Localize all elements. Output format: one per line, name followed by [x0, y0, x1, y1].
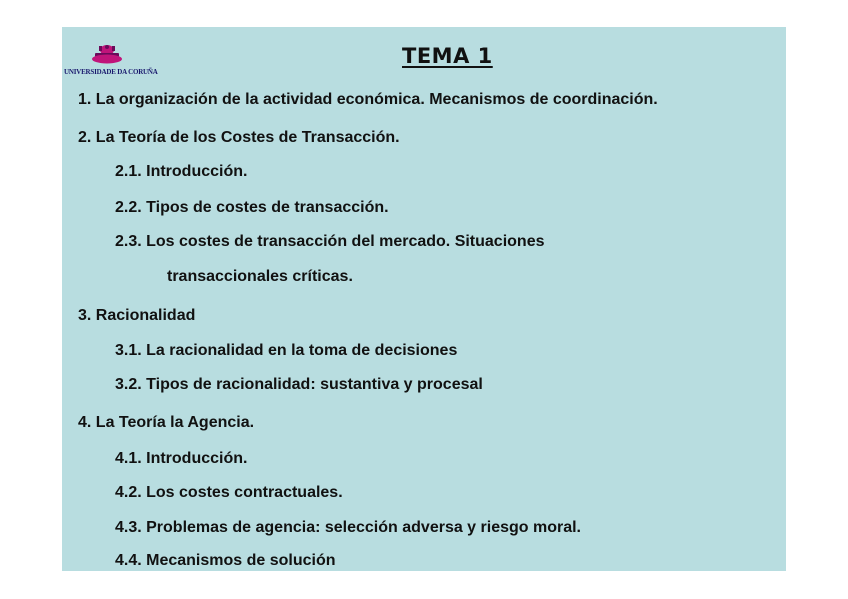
outline-item: 3.2. Tipos de racionalidad: sustantiva y procesal: [115, 376, 483, 393]
outline-item: 2. La Teoría de los Costes de Transacción.: [78, 129, 400, 146]
logo-caption: UNIVERSIDADE DA CORUÑA: [64, 68, 158, 76]
outline-item: 4.3. Problemas de agencia: selección adversa y riesgo moral.: [115, 519, 581, 536]
outline-item: 3.1. La racionalidad en la toma de decisiones: [115, 342, 458, 359]
slide-title: TEMA 1: [402, 44, 493, 68]
outline-item: 4. La Teoría la Agencia.: [78, 414, 255, 431]
outline-item: 2.2. Tipos de costes de transacción.: [115, 199, 389, 216]
outline-item: 2.3. Los costes de transacción del mercado. Situaciones: [115, 233, 545, 250]
outline-item: 4.1. Introducción.: [115, 450, 248, 467]
outline-item: transaccionales críticas.: [167, 268, 353, 285]
outline-item: 2.1. Introducción.: [115, 163, 248, 180]
slide: [62, 27, 786, 571]
outline-item: 3. Racionalidad: [78, 307, 196, 324]
outline-item: 4.2. Los costes contractuales.: [115, 484, 343, 501]
outline-item: 4.4. Mecanismos de solución: [115, 552, 336, 569]
topic-outline: [62, 27, 786, 571]
outline-item: 1. La organización de la actividad económica. Mecanismos de coordinación.: [78, 91, 658, 108]
